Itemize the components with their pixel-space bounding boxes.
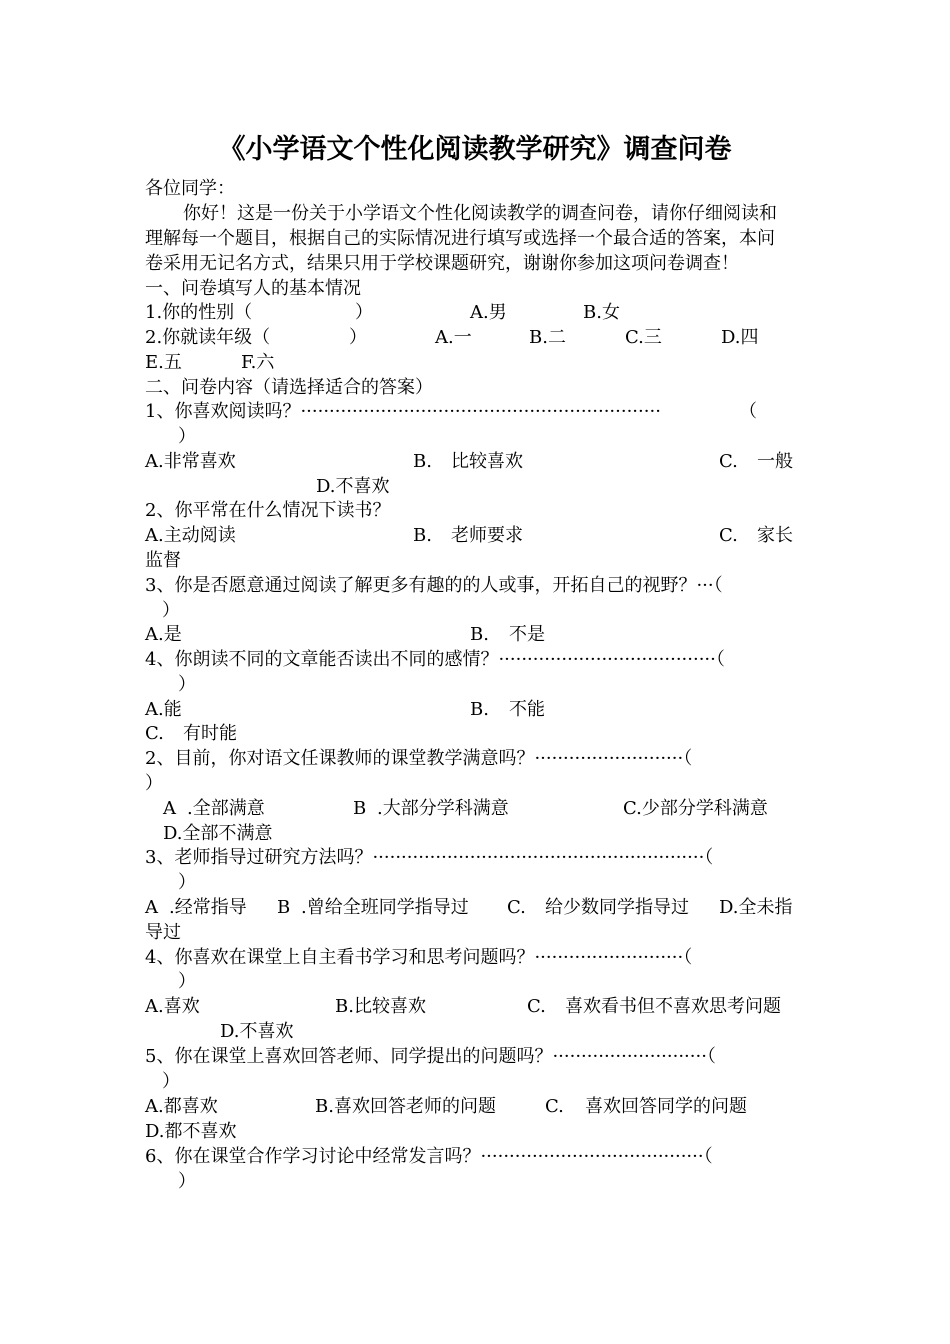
s1-q1-option-b[interactable]: B.女: [583, 302, 620, 323]
s2-q1-close: ）: [178, 426, 196, 447]
s2-q8-close: ）: [162, 1071, 180, 1092]
s2-q1-option-b[interactable]: 比较喜欢: [451, 451, 523, 472]
s2-q8-option-b[interactable]: B.喜欢回答老师的问题: [315, 1096, 496, 1117]
s2-q5-option-a[interactable]: .全部满意: [187, 798, 265, 819]
s2-q2-option-c-cont: 监督: [145, 550, 181, 571]
section2-heading: 二、问卷内容（请选择适合的答案）: [145, 377, 433, 398]
s1-q2-option-f[interactable]: F.六: [241, 352, 275, 373]
s2-q7-option-b[interactable]: B.比较喜欢: [335, 996, 426, 1017]
s2-q7-options: [145, 994, 825, 1019]
s2-q6-option-d-cont: 导过: [145, 922, 181, 943]
s1-q1-close: ）: [355, 302, 373, 323]
s2-q1-options: [145, 449, 825, 474]
s2-q1-row: [145, 399, 825, 424]
s2-q5-option-d[interactable]: D.全部不满意: [163, 823, 273, 844]
greeting: 各位同学：: [145, 178, 235, 199]
s2-q5-option-a-letter[interactable]: A: [163, 798, 176, 819]
s1-q2-row: [145, 325, 825, 350]
s2-q4-option-c-letter[interactable]: C.: [145, 723, 164, 744]
s2-q5-close: ）: [145, 773, 163, 794]
s2-q2-option-a[interactable]: A.主动阅读: [145, 525, 236, 546]
s2-q6-option-a[interactable]: .经常指导: [169, 897, 247, 918]
s1-q2-option-d[interactable]: D.四: [721, 327, 759, 348]
s2-q5-option-b-letter[interactable]: B: [353, 798, 367, 819]
s1-q2-option-c[interactable]: C.三: [625, 327, 662, 348]
s2-q6-option-d[interactable]: D.全未指: [719, 897, 793, 918]
intro-line-1: 你好！这是一份关于小学语文个性化阅读教学的调查问卷，请你仔细阅读和: [183, 203, 777, 224]
s2-q7-option-c[interactable]: 喜欢看书但不喜欢思考问题: [565, 996, 781, 1017]
s2-q1-option-d[interactable]: D.不喜欢: [316, 476, 390, 497]
s2-q2-options: [145, 523, 825, 548]
s2-q6-text: 3、老师指导过研究方法吗？··························································（: [145, 847, 714, 868]
s1-q2-row-2: [145, 350, 825, 375]
s1-q2-close: ）: [349, 327, 367, 348]
s2-q4-option-b-letter[interactable]: B.: [470, 699, 489, 720]
s2-q6-option-b-letter[interactable]: B: [277, 897, 291, 918]
s2-q2-option-c-letter[interactable]: C.: [719, 525, 738, 546]
s2-q1-open: （: [739, 401, 757, 422]
intro-line-2: 理解每一个题目，根据自己的实际情况进行填写或选择一个最合适的答案，本问: [145, 228, 775, 249]
s2-q5-options: [145, 796, 825, 821]
s2-q6-option-a-letter[interactable]: A: [145, 897, 158, 918]
s2-q7-option-c-letter[interactable]: C.: [527, 996, 546, 1017]
s2-q8-options: [145, 1094, 825, 1119]
s2-q2-option-b[interactable]: 老师要求: [451, 525, 523, 546]
s2-q4-option-c[interactable]: 有时能: [183, 723, 237, 744]
s2-q3-options: [145, 622, 825, 647]
s2-q4-options: [145, 697, 825, 722]
s2-q5-option-b[interactable]: .大部分学科满意: [377, 798, 509, 819]
section1-heading: 一、问卷填写人的基本情况: [145, 278, 361, 299]
s2-q3-option-b[interactable]: 不是: [509, 624, 545, 645]
s2-q7-option-a[interactable]: A.喜欢: [145, 996, 200, 1017]
s1-q2-option-b[interactable]: B.二: [529, 327, 566, 348]
s2-q7-option-d[interactable]: D.不喜欢: [220, 1021, 294, 1042]
s2-q6-option-c-letter[interactable]: C.: [507, 897, 526, 918]
s2-q1-option-a[interactable]: A.非常喜欢: [145, 451, 236, 472]
s2-q1-option-c[interactable]: 一般: [757, 451, 793, 472]
s2-q2-text: 2、你平常在什么情况下读书？: [145, 500, 391, 521]
s1-q1-option-a[interactable]: A.男: [470, 302, 507, 323]
s2-q2-option-c[interactable]: 家长: [757, 525, 793, 546]
s1-q2-option-a[interactable]: A.一: [435, 327, 472, 348]
s2-q3-text: 3、你是否愿意通过阅读了解更多有趣的的人或事，开拓自己的视野？···（: [145, 575, 723, 596]
s2-q3-close: ）: [162, 600, 180, 621]
s1-q1-row: [145, 300, 825, 325]
s2-q9-text: 6、你在课堂合作学习讨论中经常发言吗？·······································（: [145, 1146, 713, 1167]
s2-q7-close: ）: [178, 971, 196, 992]
s2-q8-option-a[interactable]: A.都喜欢: [145, 1096, 218, 1117]
s1-q2-option-e[interactable]: E.五: [145, 352, 182, 373]
s2-q8-text: 5、你在课堂上喜欢回答老师、同学提出的问题吗？···························（: [145, 1046, 716, 1067]
s2-q3-option-a[interactable]: A.是: [145, 624, 182, 645]
s2-q8-option-c[interactable]: 喜欢回答同学的问题: [585, 1096, 747, 1117]
s1-q1-text: 1.你的性别（: [145, 302, 253, 323]
s2-q1-text: 1、你喜欢阅读吗？·······························································: [145, 401, 661, 422]
intro-line-3: 卷采用无记名方式，结果只用于学校课题研究，谢谢你参加这项问卷调查！: [145, 253, 739, 274]
s2-q5-text: 2、目前，你对语文任课教师的课堂教学满意吗？··························（: [145, 748, 693, 769]
s2-q1-option-b-letter[interactable]: B.: [413, 451, 432, 472]
s2-q4-option-b[interactable]: 不能: [509, 699, 545, 720]
s2-q4-options-2: [145, 721, 825, 746]
s2-q4-close: ）: [178, 674, 196, 695]
s2-q8-option-c-letter[interactable]: C.: [545, 1096, 564, 1117]
document-title: 《小学语文个性化阅读教学研究》调查问卷: [218, 134, 732, 165]
s1-q2-text: 2.你就读年级（: [145, 327, 271, 348]
s2-q9-close: ）: [178, 1171, 196, 1192]
s2-q4-text: 4、你朗读不同的文章能否读出不同的感情？······································（: [145, 649, 725, 670]
s2-q5-option-c[interactable]: C.少部分学科满意: [623, 798, 768, 819]
s2-q7-text: 4、你喜欢在课堂上自主看书学习和思考问题吗？··························（: [145, 947, 693, 968]
s2-q6-option-b[interactable]: .曾给全班同学指导过: [301, 897, 469, 918]
s2-q2-option-b-letter[interactable]: B.: [413, 525, 432, 546]
s2-q4-option-a[interactable]: A.能: [145, 699, 182, 720]
s2-q3-option-b-letter[interactable]: B.: [470, 624, 489, 645]
s2-q6-options: [145, 895, 825, 920]
s2-q6-option-c[interactable]: 给少数同学指导过: [545, 897, 689, 918]
s2-q8-option-d[interactable]: D.都不喜欢: [145, 1121, 237, 1142]
s2-q1-option-c-letter[interactable]: C.: [719, 451, 738, 472]
s2-q6-close: ）: [178, 872, 196, 893]
